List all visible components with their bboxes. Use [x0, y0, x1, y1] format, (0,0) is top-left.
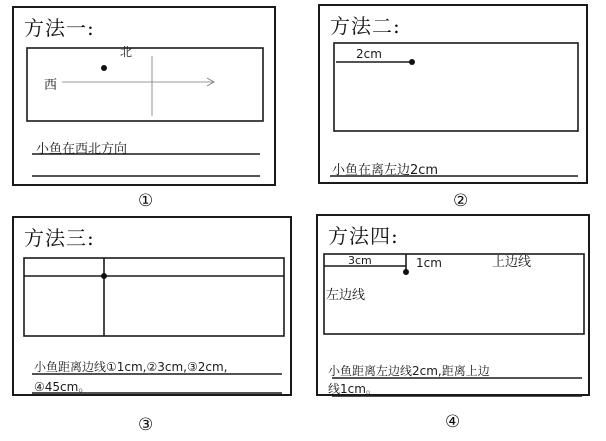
caption-4: ④	[445, 412, 461, 432]
method-4-top-edge-label: 上边线	[492, 255, 532, 270]
method-4-left-edge-label: 左边线	[326, 288, 366, 303]
method-3-title: 方法三:	[24, 226, 95, 250]
method-4-note-line-2-text: 线1cm。	[328, 382, 378, 396]
method-1-west-label: 西	[44, 78, 58, 93]
method-3-card	[12, 216, 292, 396]
method-2-card	[318, 4, 588, 184]
caption-2: ②	[453, 191, 469, 211]
method-4-left-distance-label: 3cm	[348, 254, 372, 267]
method-1-tank	[27, 48, 263, 121]
method-2-title: 方法二:	[330, 14, 401, 38]
method-1-north-label: 北	[120, 45, 133, 59]
method-3-note-line-1-text: 小鱼距离边线①1cm,②3cm,③2cm,	[34, 360, 228, 374]
method-1-fish-dot	[101, 65, 107, 71]
method-1-sketch	[14, 8, 278, 188]
caption-1: ①	[138, 191, 154, 211]
method-4-card	[316, 214, 590, 396]
method-2-fish-dot	[409, 59, 415, 65]
method-4-note-line-1-text: 小鱼距离左边线2cm,距离上边	[328, 364, 490, 378]
method-2-distance-label: 2cm	[356, 47, 382, 61]
method-4-fish-dot	[403, 269, 409, 275]
method-3-note-line-2-text: ④45cm。	[34, 380, 91, 394]
method-2-note: 小鱼在离左边2cm	[332, 163, 439, 178]
method-4-top-distance-label: 1cm	[416, 256, 442, 270]
method-3-tank	[24, 258, 284, 336]
method-3-fish-dot	[101, 273, 107, 279]
method-4-title: 方法四:	[328, 224, 399, 248]
caption-3: ③	[138, 415, 154, 435]
method-1-title: 方法一:	[24, 16, 95, 40]
method-1-note: 小鱼在西北方向	[36, 142, 128, 157]
method-1-card	[12, 6, 276, 186]
